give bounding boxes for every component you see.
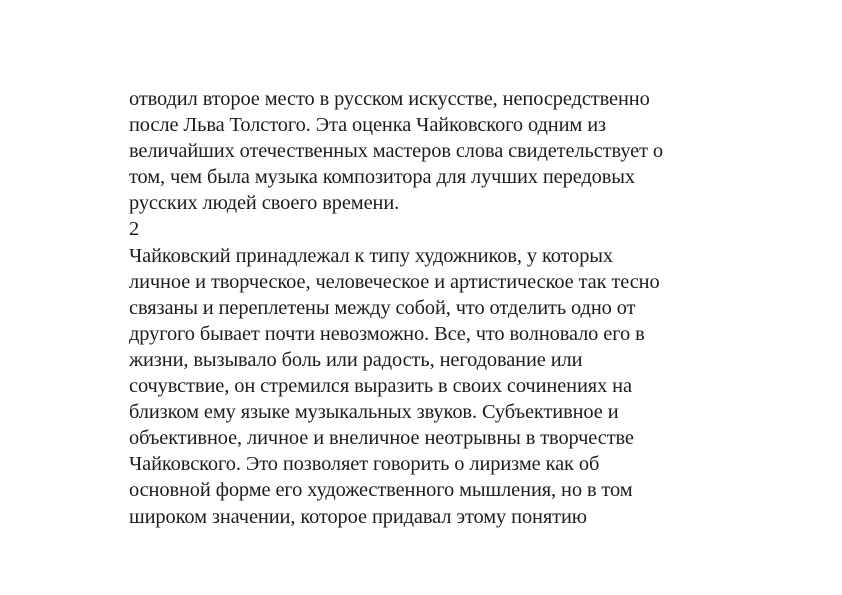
section-number: 2 xyxy=(129,218,140,241)
text-line-16: основной форме его художественного мышления, но в том xyxy=(129,479,633,502)
text-line-7: Чайковский принадлежал к типу художников, у которых xyxy=(129,244,613,267)
text-line-4: том, чем была музыка композитора для лучших передовых xyxy=(129,166,635,189)
text-line-3: величайших отечественных мастеров слова свидетельствует о xyxy=(129,140,663,163)
text-line-2: после Льва Толстого. Эта оценка Чайковского одним из xyxy=(129,114,606,137)
text-line-8: личное и творческое, человеческое и артистическое так тесно xyxy=(129,270,660,293)
text-line-1: отводил второе место в русском искусстве, непосредственно xyxy=(129,88,650,110)
text-line-9: связаны и переплетены между собой, что отделить одно от xyxy=(129,296,636,319)
text-line-14: объективное, личное и внеличное неотрывны в творчестве xyxy=(129,427,634,450)
text-line-5: русских людей своего времени. xyxy=(129,192,400,215)
text-line-17: широком значении, которое придавал этому понятию xyxy=(129,505,587,528)
document-text-block xyxy=(129,86,729,530)
text-line-15: Чайковского. Это позволяет говорить о лиризме как об xyxy=(129,453,600,476)
text-line-13: близком ему языке музыкальных звуков. Субъективное и xyxy=(129,401,619,424)
text-line-11: жизни, вызывало боль или радость, негодование или xyxy=(129,348,583,371)
text-line-12: сочувствие, он стремился выразить в своих сочинениях на xyxy=(129,375,632,398)
text-line-10: другого бывает почти невозможно. Все, что волновало его в xyxy=(129,322,645,345)
